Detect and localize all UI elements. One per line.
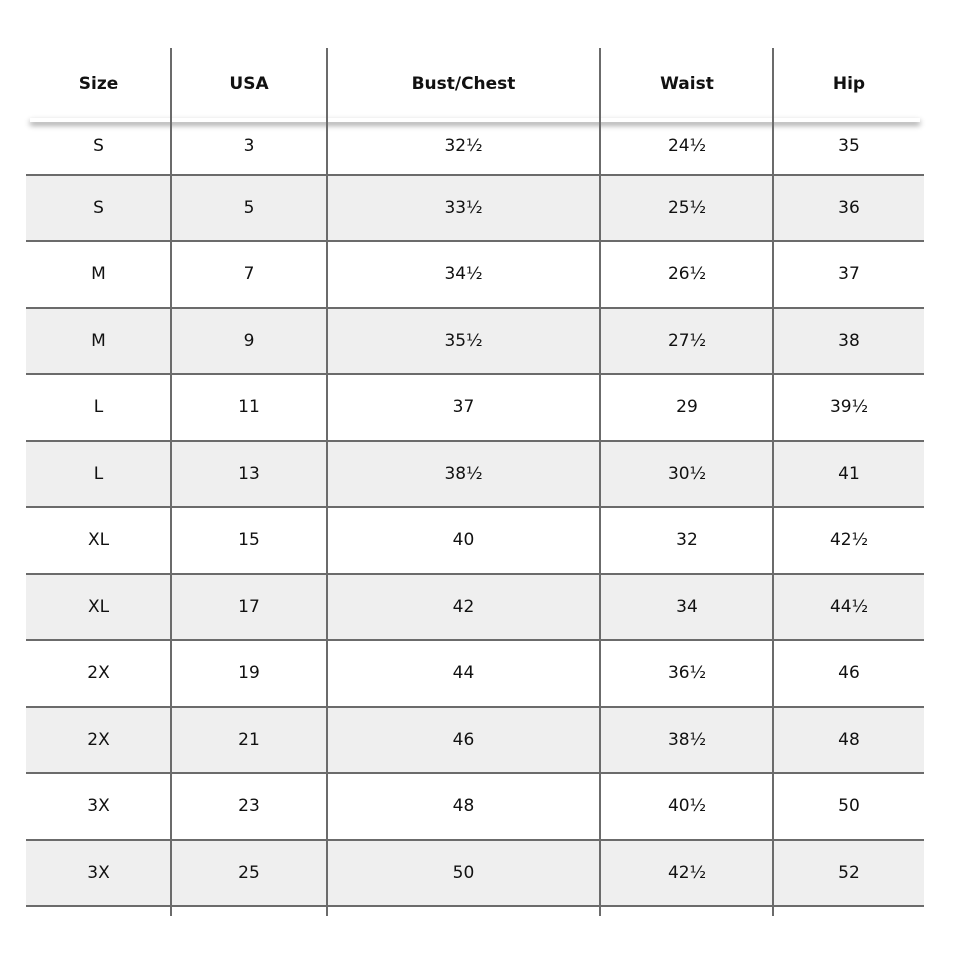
cell-bust-chest: 42 (452, 596, 475, 617)
cell-bust-chest: 40 (452, 530, 475, 551)
cell-size: 3X (87, 796, 110, 817)
cell-size: XL (87, 596, 110, 617)
table-row (26, 774, 924, 841)
table-row (26, 841, 924, 908)
table-body (26, 118, 924, 907)
cell-usa: 5 (243, 197, 255, 218)
table-row (26, 176, 924, 243)
cell-usa: 3 (243, 135, 255, 156)
column-divider (772, 48, 774, 916)
cell-size: 2X (87, 663, 110, 684)
cell-hip: 41 (838, 463, 860, 484)
cell-size: L (93, 463, 104, 484)
cell-size: S (93, 197, 104, 218)
cell-bust-chest: 50 (452, 862, 475, 883)
header-usa: USA (229, 74, 269, 94)
cell-size: M (91, 330, 106, 351)
table-row (26, 309, 924, 376)
table-row (26, 708, 924, 775)
cell-bust-chest: 33½ (444, 197, 483, 218)
cell-bust-chest: 32½ (444, 135, 483, 156)
size-chart-table (26, 48, 924, 916)
cell-bust-chest: 48 (452, 796, 475, 817)
cell-size: M (91, 264, 106, 285)
cell-size: S (93, 135, 104, 156)
cell-hip: 38 (838, 330, 860, 351)
cell-bust-chest: 34½ (444, 264, 483, 285)
cell-size: L (93, 397, 104, 418)
cell-usa: 17 (238, 596, 260, 617)
cell-usa: 9 (243, 330, 255, 351)
table-row (26, 575, 924, 642)
cell-waist: 26½ (667, 264, 707, 285)
cell-usa: 25 (238, 862, 260, 883)
table-row (26, 508, 924, 575)
cell-hip: 46 (838, 663, 860, 684)
cell-waist: 34 (676, 596, 698, 617)
cell-bust-chest: 35½ (444, 330, 483, 351)
table-row (26, 641, 924, 708)
cell-hip: 37 (838, 264, 860, 285)
cell-waist: 25½ (667, 197, 707, 218)
cell-bust-chest: 46 (452, 729, 475, 750)
cell-waist: 40½ (667, 796, 707, 817)
header-bust-chest: Bust/Chest (411, 74, 516, 94)
cell-hip: 42½ (829, 530, 869, 551)
header-waist: Waist (660, 74, 714, 94)
cell-usa: 7 (243, 264, 255, 285)
cell-hip: 48 (838, 729, 860, 750)
cell-waist: 38½ (667, 729, 707, 750)
table-row (26, 442, 924, 509)
cell-hip: 50 (838, 796, 860, 817)
cell-usa: 19 (238, 663, 260, 684)
cell-hip: 39½ (829, 397, 869, 418)
cell-waist: 32 (676, 530, 698, 551)
cell-usa: 21 (238, 729, 260, 750)
cell-usa: 23 (238, 796, 260, 817)
table-row (26, 375, 924, 442)
cell-waist: 42½ (667, 862, 707, 883)
column-divider (599, 48, 601, 916)
cell-waist: 27½ (667, 330, 707, 351)
cell-usa: 11 (238, 397, 260, 418)
cell-hip: 52 (838, 862, 860, 883)
cell-waist: 29 (676, 397, 698, 418)
table-header-row (26, 48, 924, 118)
table-row (26, 242, 924, 309)
cell-bust-chest: 38½ (444, 463, 483, 484)
cell-usa: 15 (238, 530, 260, 551)
table-row (26, 118, 924, 176)
cell-bust-chest: 44 (452, 663, 475, 684)
cell-size: 2X (87, 729, 110, 750)
header-size: Size (78, 74, 119, 94)
cell-hip: 36 (838, 197, 860, 218)
cell-size: 3X (87, 862, 110, 883)
column-divider (326, 48, 328, 916)
cell-size: XL (87, 530, 110, 551)
cell-waist: 24½ (667, 135, 707, 156)
cell-usa: 13 (238, 463, 260, 484)
cell-hip: 35 (838, 135, 860, 156)
column-divider (170, 48, 172, 916)
cell-hip: 44½ (829, 596, 869, 617)
header-hip: Hip (832, 74, 866, 94)
cell-waist: 30½ (667, 463, 707, 484)
cell-waist: 36½ (667, 663, 707, 684)
cell-bust-chest: 37 (452, 397, 475, 418)
